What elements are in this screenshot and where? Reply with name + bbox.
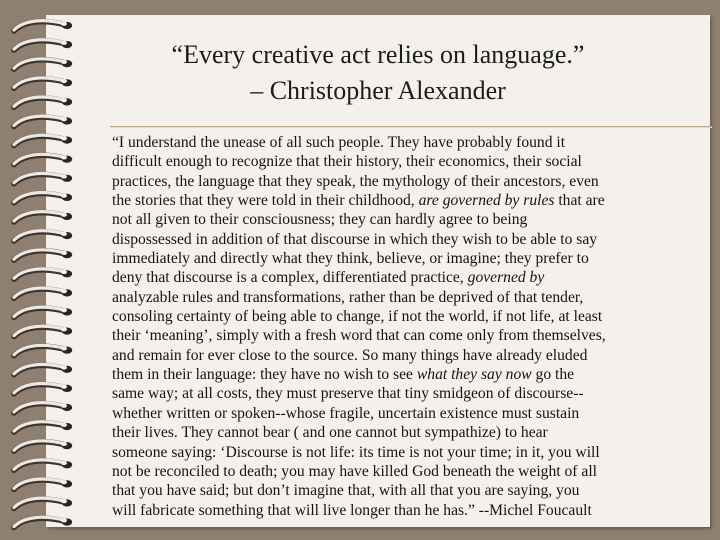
quote-emphasis: what they say now (416, 366, 532, 384)
quote-line (112, 152, 710, 171)
binding-ring (14, 384, 72, 394)
quote-line (112, 307, 710, 326)
binding-ring (14, 288, 72, 298)
quote-emphasis: governed by (467, 269, 545, 287)
quote-line (112, 326, 710, 345)
quote-text: go the (531, 366, 575, 384)
binding-ring (14, 116, 72, 126)
quote-line (112, 443, 710, 462)
quote-line (112, 423, 710, 442)
quote-text: practices, the language that they speak, the mythology of their ancestors, even (112, 172, 599, 190)
quote-emphasis: are governed by rules (418, 192, 555, 210)
binding-ring (14, 173, 72, 183)
quote-text: deny that discourse is a complex, differentiated practice, (112, 269, 468, 287)
title-divider (110, 126, 712, 127)
binding-ring (14, 364, 72, 374)
binding-ring (14, 135, 72, 145)
quote-text: their ‘meaning’, simply with a fresh word that can come only from themselves, (112, 327, 606, 345)
quote-text: “I understand the unease of all such people. They have probably found it (112, 134, 566, 151)
binding-ring (14, 21, 72, 31)
quote-line (112, 481, 710, 500)
binding-ring (14, 441, 72, 451)
quote-text: analyzable rules and transformations, rather than be deprived of that tender, (112, 288, 584, 306)
binding-ring (14, 345, 72, 355)
quote-line (112, 501, 710, 520)
quote-text: that are (554, 192, 605, 210)
quote-text: dispossessed in addition of that discourse in which they wish to be able to say (112, 230, 598, 248)
quote-line (112, 346, 710, 365)
quote-text: them in their language: they have no wish to see (112, 366, 417, 384)
quote-line (112, 172, 710, 191)
binding-ring (14, 479, 72, 489)
quote-text: that you have said; but don’t imagine that, with all that you are saying, you (112, 482, 580, 500)
quote-line (112, 230, 710, 249)
binding-ring (14, 193, 72, 203)
binding-ring (14, 250, 72, 260)
quote-line (112, 210, 710, 229)
quote-line (112, 288, 710, 307)
quote-text: consoling certainty of being able to change, if not the world, if not life, at least (112, 308, 603, 326)
quote-line (112, 384, 710, 403)
quote-line (112, 133, 710, 152)
quote-line (112, 404, 710, 423)
quote-text: immediately and directly what they think, believe, or imagine; they prefer to (112, 250, 589, 268)
binding-ring (14, 307, 72, 317)
binding-ring (14, 154, 72, 164)
quote-text: not be reconciled to death; you may have killed God beneath the weight of all (112, 462, 597, 480)
title-quote: “Every creative act relies on language.” (171, 40, 585, 69)
binding-ring (14, 269, 72, 279)
quote-text: same way; at all costs, they must preserve that tiny smidgeon of discourse-- (112, 385, 584, 403)
quote-text: their lives. They cannot bear ( and one cannot but sympathize) to hear (112, 424, 548, 442)
quote-line (112, 249, 710, 268)
binding-ring (14, 498, 72, 508)
quote-text: and remain for ever close to the source. So many things have already eluded (112, 346, 588, 364)
quote-text: will fabricate something that will live longer than he has.” --Michel Foucault (112, 501, 592, 519)
quote-line (112, 268, 710, 287)
quote-line (112, 462, 710, 481)
quote-text: someone saying: ‘Discourse is not life: its time is not your time; in it, you will (112, 443, 600, 461)
quote-text: not all given to their consciousness; they can hardly agree to being (112, 211, 528, 229)
quote-text: the stories that they were told in their childhood, (112, 192, 419, 210)
quote-line (112, 191, 710, 210)
binding-ring (14, 422, 72, 432)
quote-text: difficult enough to recognize that their history, their economics, their social (112, 153, 582, 171)
quote-text: whether written or spoken--whose fragile, uncertain existence must sustain (112, 404, 580, 422)
slide-title (46, 37, 710, 109)
binding-ring (14, 212, 72, 222)
binding-ring (14, 326, 72, 336)
binding-ring (14, 231, 72, 241)
binding-ring (14, 517, 72, 527)
binding-ring (14, 403, 72, 413)
title-attribution: – Christopher Alexander (250, 76, 506, 105)
binding-ring (14, 460, 72, 470)
quote-body (112, 133, 710, 520)
quote-line (112, 365, 710, 384)
